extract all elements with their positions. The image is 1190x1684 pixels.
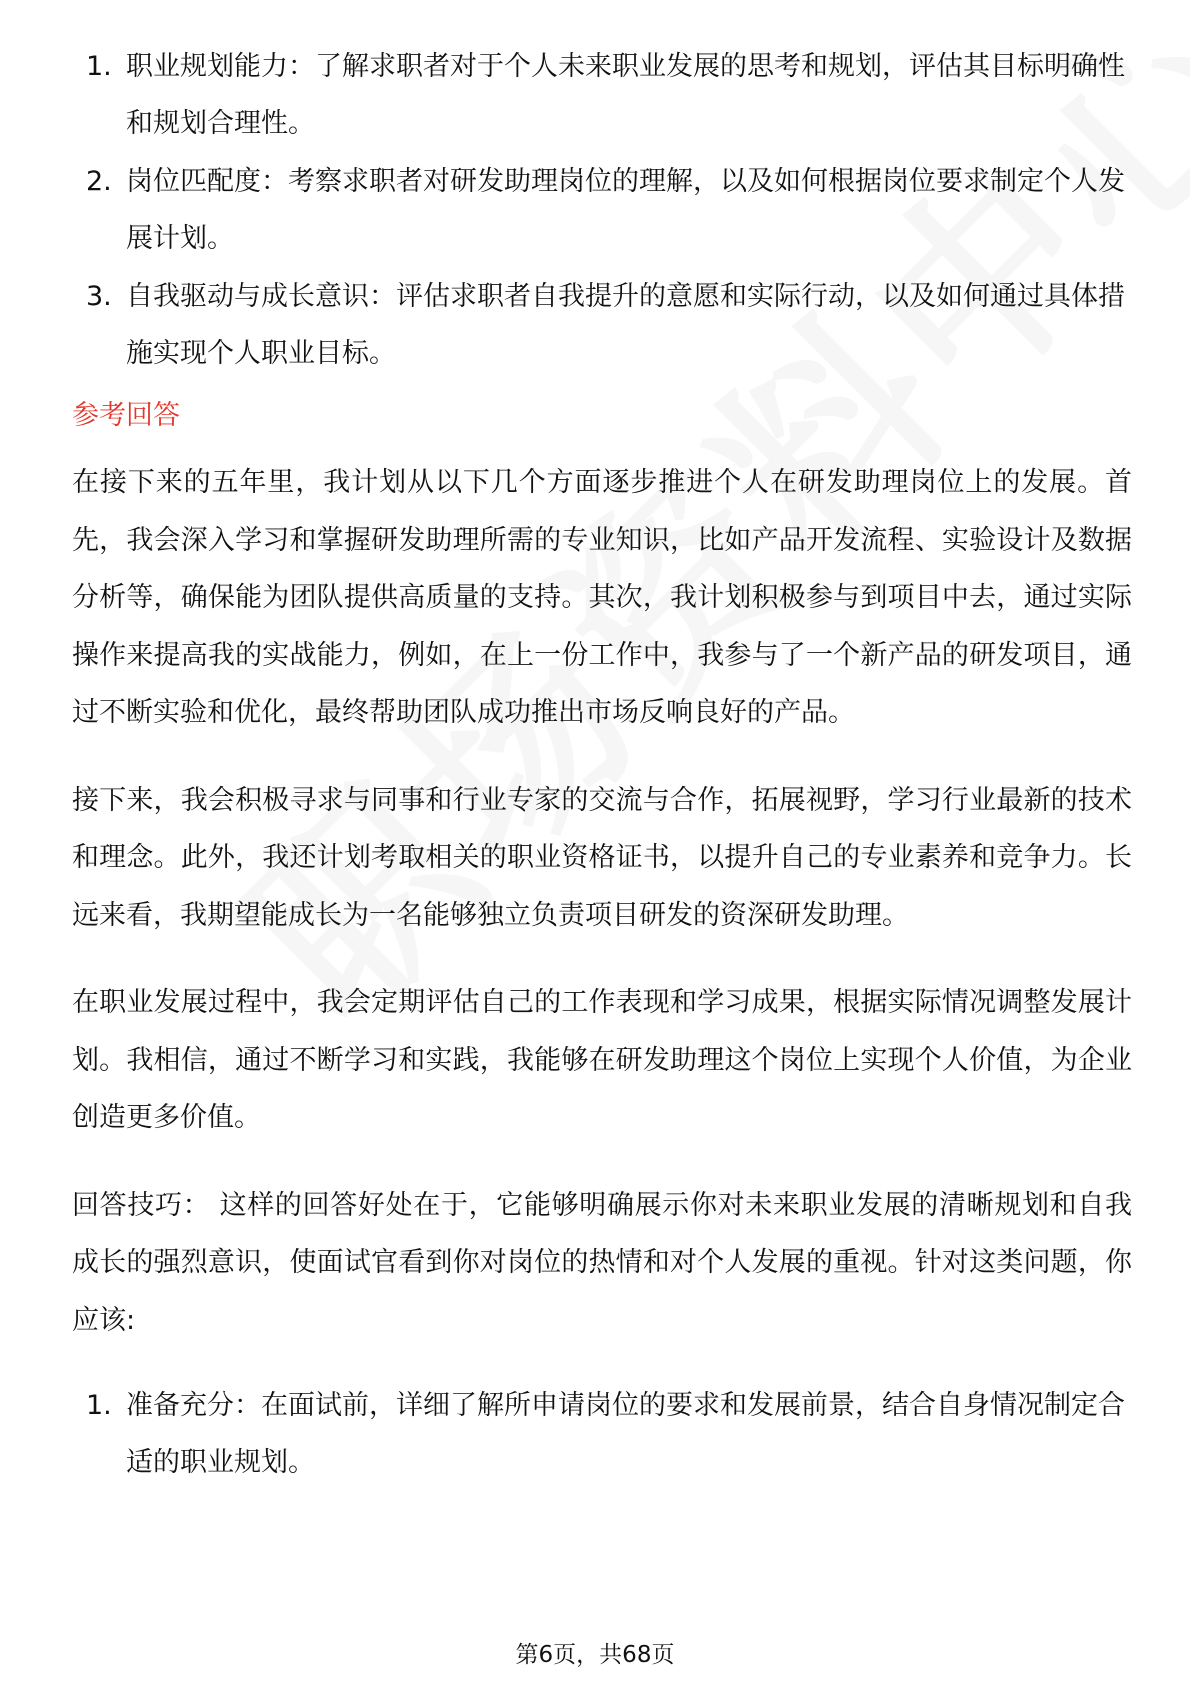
list-item-text: 准备充分：在面试前，详细了解所申请岗位的要求和发展前景，结合自身情况制定合适的职业规划。 (126, 1390, 1125, 1478)
answer-paragraph: 在接下来的五年里，我计划从以下几个方面逐步推进个人在研发助理岗位上的发展。首先，我会深入学习和掌握研发助理所需的专业知识，比如产品开发流程、实验设计及数据分析等，确保能为团队提供高质量的支持。其次，我计划积极参与到项目中去，通过实际操作来提高我的实战能力，例如，在上一份工作中，我参与了一个新产品的研发项目，通过不断实验和优化，最终帮助团队成功推出市场反响良好的产品。 (72, 467, 1132, 728)
list-item (72, 38, 1132, 152)
page-content (72, 38, 1132, 1492)
list-item (72, 268, 1132, 382)
page-number: 第6页，共68页 (515, 1642, 675, 1668)
list-item-text: 职业规划能力：了解求职者对于个人未来职业发展的思考和规划，评估其目标明确性和规划合理性。 (126, 51, 1125, 139)
answer-paragraph: 接下来，我会积极寻求与同事和行业专家的交流与合作，拓展视野，学习行业最新的技术和理念。此外，我还计划考取相关的职业资格证书，以提升自己的专业素养和竞争力。长远来看，我期望能成长为一名能够独立负责项目研发的资深研发助理。 (72, 784, 1132, 931)
list-item-number: 1. (86, 1390, 112, 1421)
list-item-number: 3. (86, 281, 112, 312)
list-item-number: 1. (86, 51, 112, 82)
tips-list (72, 1377, 1132, 1491)
list-item-text: 自我驱动与成长意识：评估求职者自我提升的意愿和实际行动，以及如何通过具体措施实现个人职业目标。 (126, 281, 1125, 369)
answer-paragraph: 在职业发展过程中，我会定期评估自己的工作表现和学习成果，根据实际情况调整发展计划。我相信，通过不断学习和实践，我能够在研发助理这个岗位上实现个人价值，为企业创造更多价值。 (72, 987, 1132, 1133)
answer-tips: 回答技巧： 这样的回答好处在于，它能够明确展示你对未来职业发展的清晰规划和自我成长的强烈意识，使面试官看到你对岗位的热情和对个人发展的重视。针对这类问题，你应该: (72, 1189, 1132, 1336)
list-item-number: 2. (86, 166, 112, 197)
list-item (72, 1377, 1132, 1491)
list-item (72, 153, 1132, 267)
section-title: 参考回答 (72, 400, 180, 431)
list-item-text: 岗位匹配度：考察求职者对研发助理岗位的理解，以及如何根据岗位要求制定个人发展计划。 (126, 166, 1125, 254)
evaluation-points-list (72, 38, 1132, 382)
